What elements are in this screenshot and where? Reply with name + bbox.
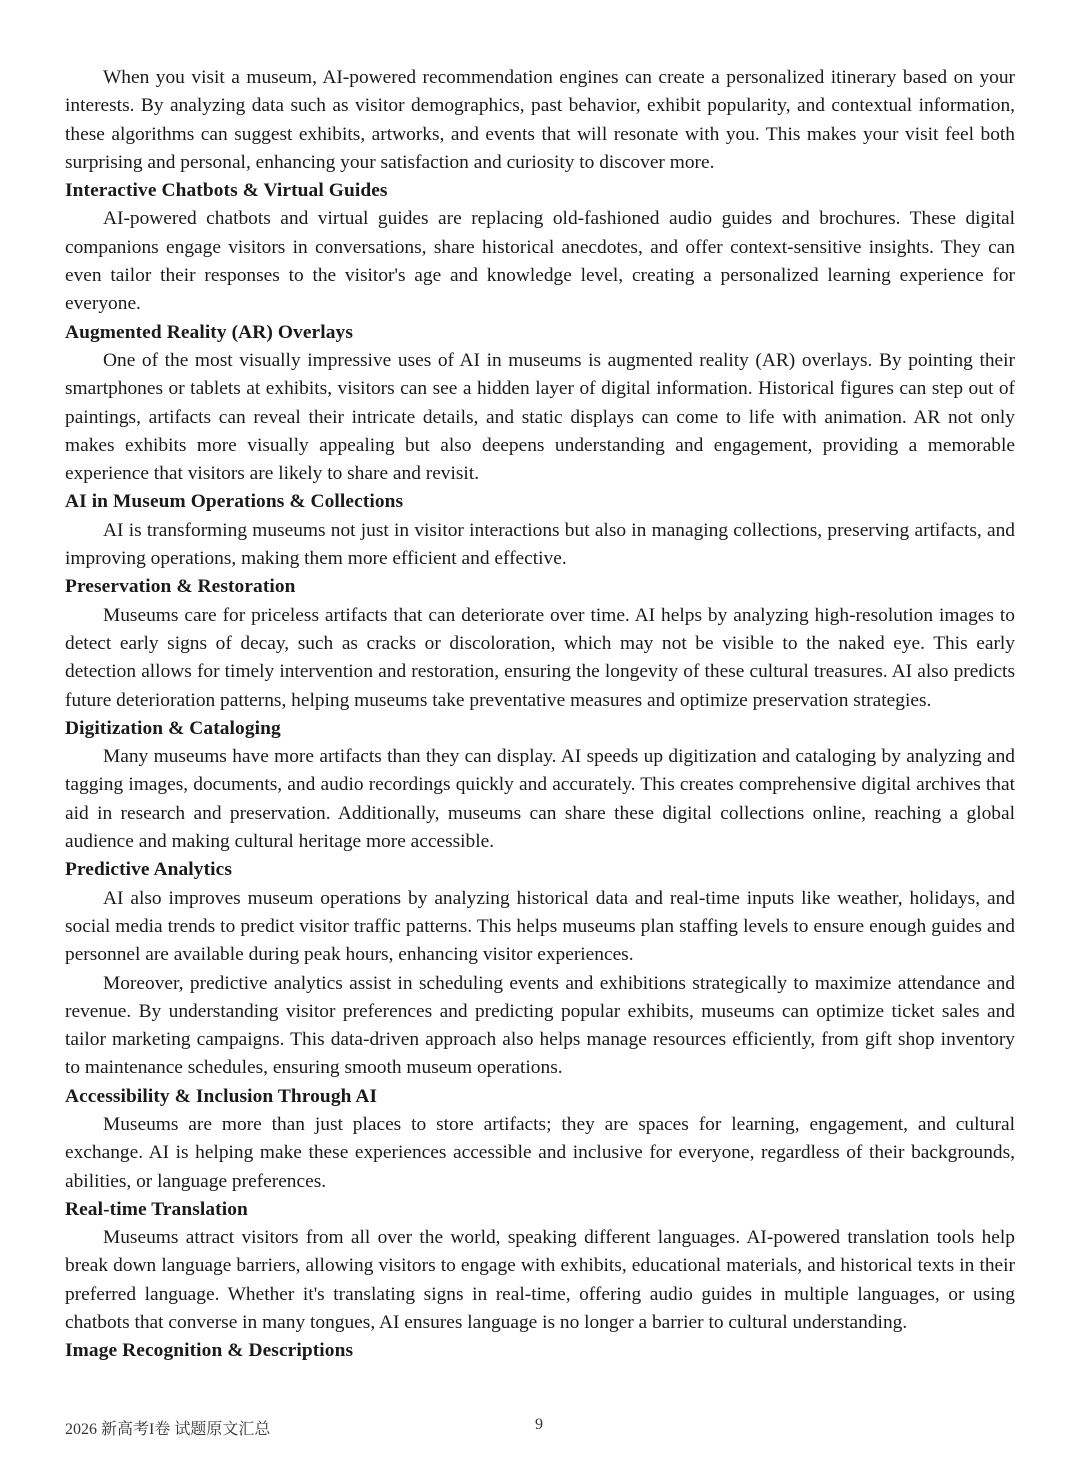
paragraph-ar: One of the most visually impressive uses of AI in museums is augmented reality (AR) overlays. By pointing their smartphones or tablets at exhibits, visitors can see a hidden layer of digital information. Historical figures can step out of paintings, artifacts can reveal their intricate details, and static displays can come to life with animation. AR not only makes exhibits more visually appealing but also deepens understanding and engagement, providing a memorable experience that visitors are likely to share and revisit. [65,349,1015,485]
section-heading-predictive: Predictive Analytics [65,859,232,881]
section-heading-ar: Augmented Reality (AR) Overlays [65,321,353,343]
section-heading-image-recognition: Image Recognition & Descriptions [65,1340,354,1362]
section-heading-chatbots: Interactive Chatbots & Virtual Guides [65,180,388,202]
section-heading-accessibility: Accessibility & Inclusion Through AI [65,1085,378,1107]
footer-source: 2026 新高考I卷 试题原文汇总 [65,1421,271,1438]
section-heading-operations: AI in Museum Operations & Collections [65,491,404,513]
intro-paragraph: When you visit a museum, AI-powered recommendation engines can create a personalized itinerary based on your interests. By analyzing data such as visitor demographics, past behavior, exhibit popularity, and contextual information, these algorithms can suggest exhibits, artworks, and events that will resonate with you. This makes your visit feel both surprising and personal, enhancing your satisfaction and curiosity to discover more. [65,67,1015,173]
paragraph-predictive-2: Moreover, predictive analytics assist in scheduling events and exhibitions strategically to maximize attendance and revenue. By understanding visitor preferences and predicting popular exhibits, museums can optimize ticket sales and tailor marketing campaigns. This data-driven approach also helps manage resources efficiently, from gift shop inventory to maintenance schedules, ensuring smooth museum operations. [65,972,1015,1079]
paragraph-operations: AI is transforming museums not just in visitor interactions but also in managing collections, preserving artifacts, and improving operations, making them more efficient and effective. [65,519,1015,570]
page-number: 9 [535,1416,543,1433]
paragraph-digitization: Many museums have more artifacts than they can display. AI speeds up digitization and cataloging by analyzing and tagging images, documents, and audio recordings quickly and accurately. This creates comprehensive digital archives that aid in research and preservation. Additionally, museums can share these digital collections online, reaching a global audience and making cultural heritage more accessible. [65,746,1015,853]
paragraph-predictive-1: AI also improves museum operations by analyzing historical data and real-time inputs like weather, holidays, and social media trends to predict visitor traffic patterns. This helps museums plan staffing levels to ensure enough guides and personnel are available during peak hours, enhancing visitor experiences. [65,887,1015,966]
paragraph-chatbots: AI-powered chatbots and virtual guides are replacing old-fashioned audio guides and brochures. These digital companions engage visitors in conversations, share historical anecdotes, and offer context-sensitive insights. They can even tailor their responses to the visitor's age and knowledge level, creating a personalized learning experience for everyone. [65,208,1015,315]
page-footer [65,1416,1015,1440]
section-heading-preservation: Preservation & Restoration [65,576,296,598]
section-heading-translation: Real-time Translation [65,1198,248,1220]
document-body [65,64,1015,1366]
paragraph-translation: Museums attract visitors from all over the world, speaking different languages. AI-powered translation tools help break down language barriers, allowing visitors to engage with exhibits, educational materials, and historical texts in their preferred language. Whether it's translating signs in real-time, offering audio guides in multiple languages, or using chatbots that converse in many tongues, AI ensures language is no longer a barrier to cultural understanding. [65,1227,1015,1334]
section-heading-digitization: Digitization & Cataloging [65,717,281,739]
paragraph-accessibility: Museums are more than just places to store artifacts; they are spaces for learning, engagement, and cultural exchange. AI is helping make these experiences accessible and inclusive for everyone, regardless of their backgrounds, abilities, or language preferences. [65,1113,1015,1192]
paragraph-preservation: Museums care for priceless artifacts that can deteriorate over time. AI helps by analyzing high-resolution images to detect early signs of decay, such as cracks or discoloration, which may not be visible to the naked eye. This early detection allows for timely intervention and restoration, ensuring the longevity of these cultural treasures. AI also predicts future deterioration patterns, helping museums take preventative measures and optimize preservation strategies. [65,604,1015,711]
